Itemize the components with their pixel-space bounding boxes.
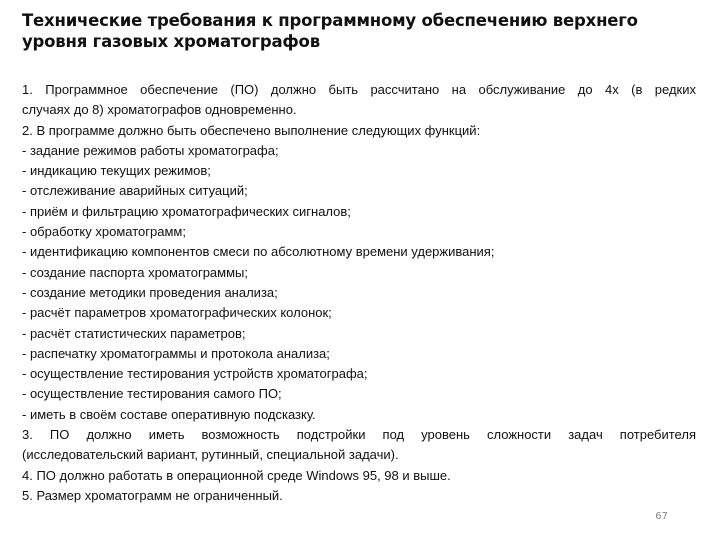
slide-title: Технические требования к программному обеспечению верхнего уровня газовых хроматографов bbox=[22, 11, 638, 51]
paragraph-line: 4. ПО должно работать в операционной среде Windows 95, 98 и выше. bbox=[22, 467, 451, 483]
paragraph-line: 1. Программное обеспечение (ПО) должно быть рассчитано на обслуживание до 4х (в редких bbox=[22, 82, 696, 97]
list-item: - расчёт статистических параметров; bbox=[22, 325, 246, 341]
paragraph-line: (исследовательский вариант, рутинный, специальной задачи). bbox=[22, 447, 399, 463]
list-item: - распечатку хроматограммы и протокола анализа; bbox=[22, 345, 330, 361]
paragraph-line: случаях до 8) хроматографов одновременно. bbox=[22, 102, 297, 118]
list-item: - обработку хроматограмм; bbox=[22, 224, 186, 240]
list-item: - создание паспорта хроматограммы; bbox=[22, 264, 248, 280]
slide-body bbox=[22, 80, 696, 506]
paragraph-line: 2. В программе должно быть обеспечено выполнение следующих функций: bbox=[22, 122, 481, 138]
paragraph-line: 5. Размер хроматограмм не ограниченный. bbox=[22, 487, 283, 503]
list-item: - осуществление тестирования самого ПО; bbox=[22, 386, 282, 402]
list-item: - осуществление тестирования устройств хроматографа; bbox=[22, 366, 368, 382]
list-item: - приём и фильтрацию хроматографических сигналов; bbox=[22, 203, 351, 219]
list-item: - расчёт параметров хроматографических колонок; bbox=[22, 305, 332, 321]
page-number: 67 bbox=[655, 511, 668, 522]
list-item: - создание методики проведения анализа; bbox=[22, 284, 278, 300]
list-item: - отслеживание аварийных ситуаций; bbox=[22, 183, 248, 199]
list-item: - идентификацию компонентов смеси по абсолютному времени удерживания; bbox=[22, 244, 495, 260]
list-item: - задание режимов работы хроматографа; bbox=[22, 142, 279, 158]
list-item: - индикацию текущих режимов; bbox=[22, 163, 211, 179]
paragraph-line: 3. ПО должно иметь возможность подстройки под уровень сложности задач потребителя bbox=[22, 427, 696, 443]
list-item: - иметь в своём составе оперативную подсказку. bbox=[22, 406, 316, 422]
